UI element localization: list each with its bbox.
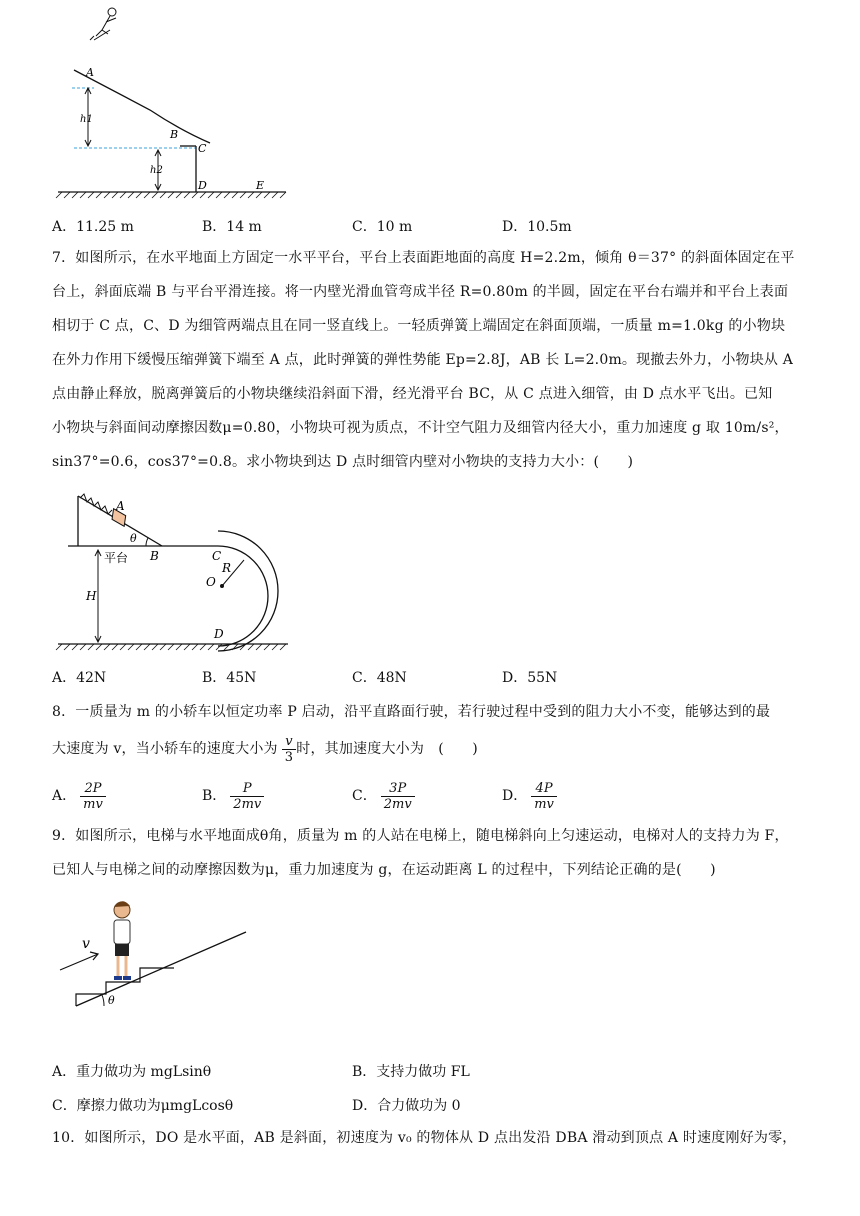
q7-line: 7．如图所示，在水平地面上方固定一水平平台，平台上表面距地面的高度 H=2.2m，倾角 θ＝37° 的斜面体固定在平 — [52, 250, 795, 266]
q9-line: 已知人与电梯之间的动摩擦因数为μ，重力加速度为 g，在运动距离 L 的过程中，下列结论正确的是( ) — [52, 862, 716, 878]
q7-label-b: B — [150, 549, 159, 563]
q10-line: 10．如图所示，DO 是水平面，AB 是斜面，初速度为 v₀ 的物体从 D 点出发沿 DBA 滑动到顶点 A 时速度刚好为零， — [52, 1130, 797, 1146]
q8-option-label: B． — [202, 788, 227, 804]
q7-line: 台上，斜面底端 B 与平台平滑连接。将一内壁光滑血管弯成半径 R=0.80m 的半圆，固定在平台右端并和平台上表面 — [52, 284, 789, 300]
q8-line2-post: 时，其加速度大小为 ( ) — [296, 741, 478, 757]
q6-label-b: B — [170, 128, 179, 141]
q9-line: 9．如图所示，电梯与水平地面成θ角，质量为 m 的人站在电梯上，随电梯斜向上匀速运动，电梯对人的支持力为 F， — [52, 828, 789, 844]
q6-option-d[interactable]: D．10.5m — [502, 219, 572, 235]
q8-option-num: P — [230, 781, 264, 797]
q9-label-theta: θ — [108, 994, 115, 1007]
q7-line: sin37°=0.6，cos37°=0.8。求小物块到达 D 点时细管内壁对小物块的支持力大小：( ) — [52, 454, 634, 470]
q8-option-den: 2mv — [233, 796, 262, 812]
q8-option-num: 3P — [381, 781, 415, 797]
q7-option-c[interactable]: C．48N — [352, 670, 407, 686]
q7-question — [52, 244, 822, 476]
q7-line: 相切于 C 点，C、D 为细管两端点且在同一竖直线上。一轻质弹簧上端固定在斜面顶端，一质量 m=1.0kg 的小物块 — [52, 318, 786, 334]
q7-line: 点由静止释放，脱离弹簧后的小物块继续沿斜面下滑，经光滑平台 BC，从 C 点进入细管，由 D 点水平飞出。已知 — [52, 386, 773, 402]
q7-figure — [50, 478, 310, 654]
q9-option-b[interactable]: B．支持力做功 FL — [352, 1064, 470, 1080]
q7-line: 在外力作用下缓慢压缩弹簧下端至 A 点，此时弹簧的弹性势能 Ep=2.8J，AB 长 L=2.0m。现撤去外力，小物块从 A — [52, 352, 794, 368]
q8-frac-den: 3 — [284, 749, 294, 765]
q7-option-a[interactable]: A．42N — [52, 670, 107, 686]
q6-label-h2: h2 — [150, 165, 163, 176]
q6-option-b[interactable]: B．14 m — [202, 219, 262, 235]
q10-question — [52, 1124, 822, 1152]
q7-options — [52, 664, 822, 692]
q8-option-c[interactable] — [352, 776, 415, 816]
q9-question — [52, 822, 822, 884]
q8-option-label: D． — [502, 788, 528, 804]
q8-option-den: mv — [534, 796, 554, 812]
q6-label-a: A — [86, 66, 94, 79]
q8-line: 8．一质量为 m 的小轿车以恒定功率 P 启动，沿平直路面行驶，若行驶过程中受到的阻力大小不变，能够达到的最 — [52, 704, 771, 720]
q9-option-d[interactable]: D．合力做功为 0 — [352, 1098, 461, 1114]
q6-option-c[interactable]: C．10 m — [352, 219, 413, 235]
q9-options-row1 — [52, 1058, 822, 1086]
q7-label-r: R — [222, 561, 232, 575]
q9-label-v: v — [82, 936, 90, 952]
q6-option-a[interactable]: A．11.25 m — [52, 219, 134, 235]
q7-option-d[interactable]: D．55N — [502, 670, 558, 686]
q7-label-a: A — [116, 499, 125, 513]
q8-question — [52, 698, 822, 766]
q8-line2-pre: 大速度为 v，当小轿车的速度大小为 — [52, 741, 278, 757]
q7-label-platform: 平台 — [104, 551, 129, 565]
q8-option-label: A． — [52, 788, 77, 804]
q7-label-d: D — [214, 627, 224, 641]
q8-frac-num: v — [282, 734, 296, 750]
q8-line2 — [52, 732, 822, 766]
q8-option-d[interactable] — [502, 776, 557, 816]
q7-label-o: O — [206, 575, 216, 589]
q8-option-den: 2mv — [383, 796, 412, 812]
q8-option-num: 4P — [531, 781, 557, 797]
q8-option-label: C． — [352, 788, 377, 804]
q7-label-theta: θ — [130, 532, 137, 545]
q8-option-num: 2P — [80, 781, 106, 797]
q7-label-h: H — [86, 589, 97, 603]
q6-label-e: E — [256, 179, 265, 192]
q8-option-b[interactable] — [202, 776, 264, 816]
q7-line: 小物块与斜面间动摩擦因数μ=0.80，小物块可视为质点，不计空气阻力及细管内径大小，重力加速度 g 取 10m/s²， — [52, 420, 789, 436]
q9-option-c[interactable]: C．摩擦力做功为μmgLcosθ — [52, 1098, 234, 1114]
q8-options — [52, 776, 822, 816]
q7-label-c: C — [212, 549, 222, 563]
q8-fraction — [282, 734, 296, 765]
q7-option-b[interactable]: B．45N — [202, 670, 257, 686]
q9-option-a[interactable]: A．重力做功为 mgLsinθ — [52, 1064, 212, 1080]
q6-label-h1: h1 — [80, 114, 93, 125]
q8-option-den: mv — [83, 796, 103, 812]
q9-options-row2 — [52, 1092, 822, 1120]
q8-option-a[interactable] — [52, 776, 106, 816]
q6-figure — [50, 0, 290, 210]
q9-figure — [50, 892, 260, 1018]
q6-label-d: D — [198, 179, 207, 192]
q6-label-c: C — [198, 142, 207, 155]
q6-options — [52, 213, 822, 241]
